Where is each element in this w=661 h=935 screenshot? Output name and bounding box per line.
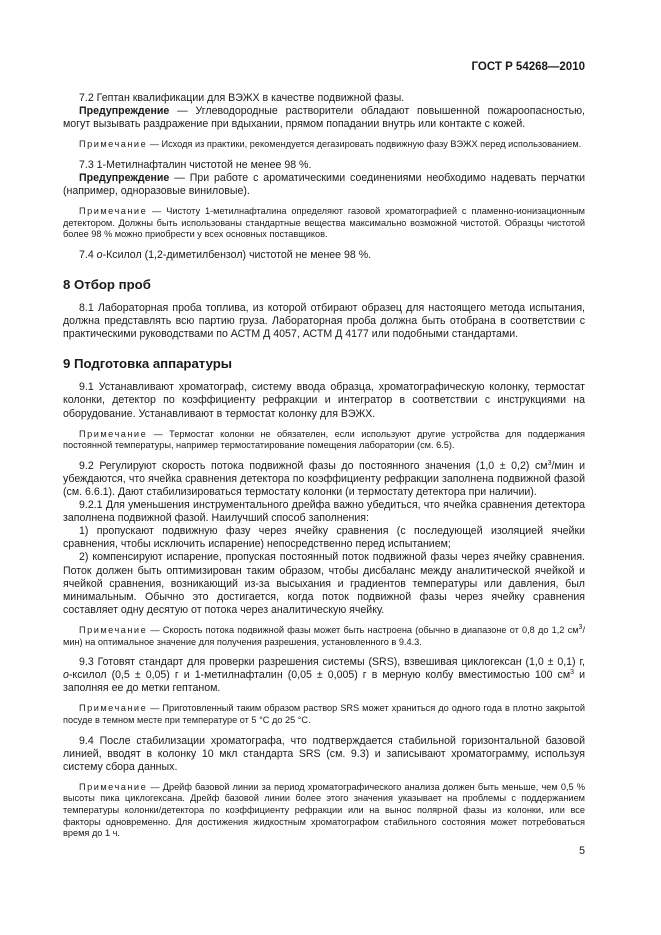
note-thermostat: [63, 429, 585, 452]
paragraph-9-1: 9.1 Устанавливают хроматограф, систему ввода образца, хроматографическую колонку, термостат колонки, детектор по коэффициенту рефракции и интегратор в соответствии с инструкциями на оборудование. Устанавливают в термостат колонку для ВЭЖХ.: [63, 381, 585, 420]
paragraph-9-3: 9.3 Готовят стандарт для проверки разрешения системы (SRS), взвешивая циклогексан (1,0 ± 0,1) г, о-ксилол (0,5 ± 0,05) г и 1-метилнафталин (0,05 ± 0,005) г в мерную колбу вместимостью 100 $см^3$ и заполняя ее до метки гептаном.: [63, 656, 585, 695]
warning-text: — Углеводородные растворители обладают повышенной пожароопасностью, могут вызывать раздражение при вдыхании, прямом попадании внутрь или контакте с кожей.: [63, 105, 585, 131]
italic-prefix: о: [96, 248, 103, 261]
note-baseline-drift: [63, 782, 585, 840]
page-content: [63, 92, 585, 840]
list-item-1: 1) пропускают подвижную фазу через ячейку сравнения (с последующей изоляцией ячейки сравнения, чтобы исключить испарение) непосредственно перед испытанием;: [63, 525, 585, 551]
note-degas: [63, 139, 585, 151]
note-text: — Приготовленный таким образом раствор SRS может храниться до одного года в плотно закрытой посуде в темном месте при температуре от 5 °С до 25 °С.: [63, 703, 585, 725]
paragraph-7-4: 7.4 о-Ксилол (1,2-диметилбензол) чистотой не менее 98 %.: [79, 248, 372, 261]
paragraph-9-2-1: 9.2.1 Для уменьшения инструментального дрейфа важно убедиться, что ячейка сравнения детектора заполнена подвижной фазой. Наилучший способ заполнения:: [63, 499, 585, 525]
note-flow-rate: Примечание — Скорость потока подвижной фазы может быть настроена (обычно в диапазоне от 0,8 до 1,2 $см^3/мин$) на оптимальное значение для получения разрешения, установленного в 9.4.3.: [63, 623, 585, 647]
note-purity: [63, 206, 585, 241]
warning-label: Предупреждение: [79, 171, 170, 184]
paragraph-9-4: 9.4 После стабилизации хроматографа, что подтверждается стабильной горизонтальной базовой линией, вводят в колонку 10 мкл стандарта SRS (см. 9.3) и записывают хроматограмму, используя систему сбора данных.: [63, 734, 585, 773]
note-text: — Исходя из практики, рекомендуется дегазировать подвижную фазу ВЭЖХ перед использованием.: [147, 139, 582, 150]
note-label: Примечание: [79, 781, 148, 792]
note-label: Примечание: [79, 703, 148, 714]
section-heading-9: 9 Подготовка аппаратуры: [63, 356, 233, 372]
note-label: Примечание: [79, 624, 148, 635]
note-text: — Термостат колонки не обязателен, если используют другие устройства для поддержания постоянной температуры, например термостатирование помещения лаборатории (см. 6.5).: [63, 428, 585, 451]
paragraph-7-2: 7.2 Гептан квалификации для ВЭЖХ в качестве подвижной фазы.: [79, 92, 405, 104]
standard-header: ГОСТ Р 54268—2010: [471, 61, 585, 73]
paragraph-8-1: 8.1 Лабораторная проба топлива, из которой отбирают образец для настоящего метода испытания, должна представлять всю партию груза. Лабораторная проба должна быть отобрана в соответствии с практическими руководствами по АСТМ Д 4057, АСТМ Д 4177 или подобными стандартами.: [63, 302, 585, 341]
warning-label: Предупреждение: [79, 105, 170, 118]
paragraph-7-3: 7.3 1-Метилнафталин чистотой не менее 98 %.: [79, 158, 312, 171]
note-label: Примечание: [79, 428, 148, 439]
warning-aromatics: [63, 172, 585, 198]
page-number: 5: [579, 845, 585, 857]
italic-prefix: о: [63, 669, 69, 682]
warning-text: — При работе с ароматическими соединениями необходимо надевать перчатки (например, одноразовые виниловые).: [63, 171, 585, 198]
note-text: — Чистоту 1-метилнафталина определяют газовой хроматографией с пламенно-ионизационным детектором. Должны быть использованы стандартные вещества максимально возможной чистотой. Образцы чистотой более 98 % можно приобрести у всех основных поставщиков.: [63, 206, 585, 240]
warning-heptane: [63, 105, 585, 131]
note-label: Примечание: [79, 139, 148, 150]
note-srs-storage: [63, 703, 585, 726]
note-text: — Дрейф базовой линии за период хроматографического анализа должен быть меньше, чем 0,5 % высоты пика циклогексана. Дрейф базовой линии более этого значения указывает на проблемы с поддержанием температуры колонки/детектора по коэффициенту рефракции или на вынос полярной фазы из колонки, или все факторы одновременно. Для достижения жидкостным хроматографом стабильного состояния может потребоваться время до 1 ч.: [63, 781, 585, 839]
list-item-2: 2) компенсируют испарение, пропуская постоянный поток подвижной фазы через ячейку сравнения. Поток должен быть оптимизирован таким образом, чтобы дисбаланс между аналитической ячейкой и ячейкой сравнения, возникающий из-за высыхания и градиентов температуры или давления, был минимальным. Обычно это достигается, когда поток подвижной фазы через ячейку сравнения составляет одну десятую от потока через аналитическую ячейку.: [63, 551, 585, 616]
paragraph-9-2: 9.2 Регулируют скорость потока подвижной фазы до постоянного значения (1,0 ± 0,2) $см^3$/мин и убеждаются, что ячейка сравнения детектора по коэффициенту рефракции заполнена подвижной фазой (см. 6.6.1). Дают стабилизироваться термостату колонки (и термостату детектора при наличии).: [63, 459, 585, 498]
section-heading-8: 8 Отбор проб: [63, 277, 151, 293]
note-label: Примечание: [79, 206, 148, 217]
